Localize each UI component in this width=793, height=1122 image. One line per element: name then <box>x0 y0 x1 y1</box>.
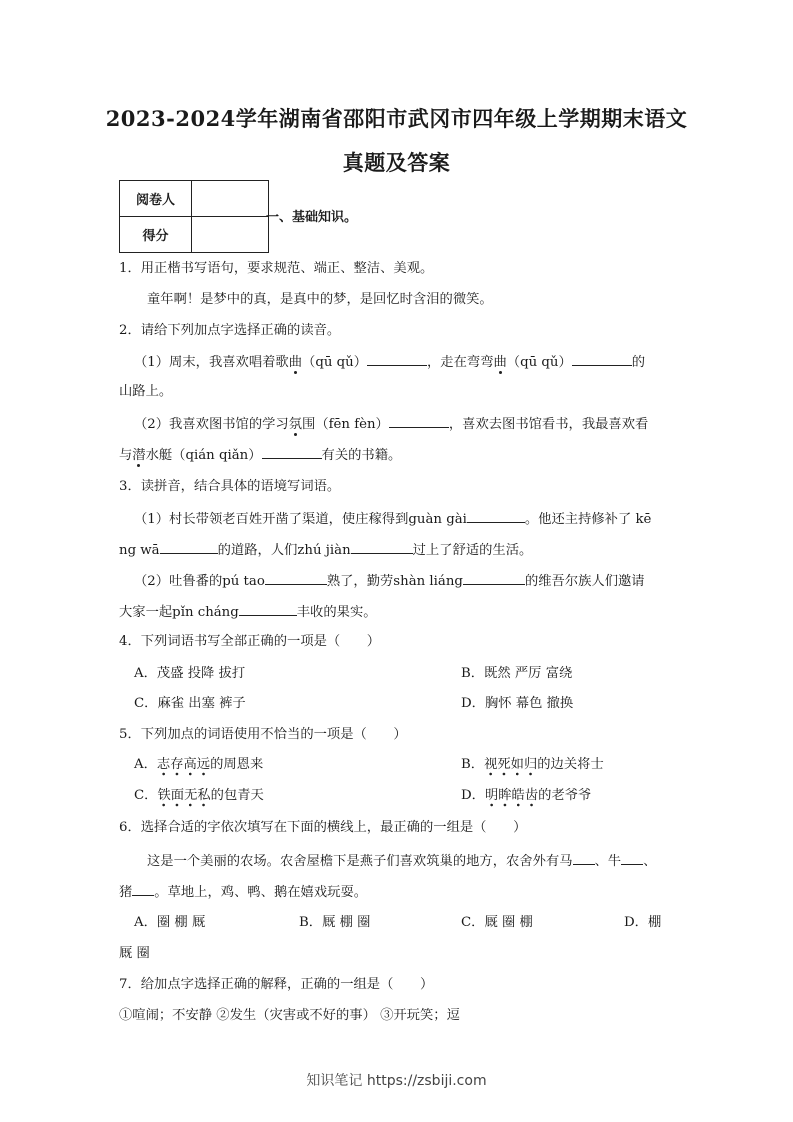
q4-option-a[interactable]: A．茂盛 投降 拔打 <box>134 666 246 681</box>
q4-option-d[interactable]: D．胸怀 幕色 撤换 <box>461 696 574 711</box>
answer-blank[interactable] <box>467 508 525 523</box>
q1-text: 童年啊！是梦中的真，是真中的梦，是回忆时含泪的微笑。 <box>147 292 493 307</box>
q5-option-c[interactable] <box>134 786 264 806</box>
q4-stem: 4．下列词语书写全部正确的一项是（ ） <box>119 634 381 649</box>
q3-l4a: 大家一起pǐn cháng <box>119 605 239 620</box>
q3-l2a: ng wā <box>119 543 160 558</box>
answer-blank[interactable] <box>572 351 632 366</box>
q6-line2 <box>119 881 367 903</box>
answer-blank[interactable] <box>132 881 154 896</box>
q5-stem: 5．下列加点的词语使用不恰当的一项是（ ） <box>119 727 407 742</box>
q6-l2b: 。草地上，鸡、鸭、鹅在嬉戏玩耍。 <box>154 885 368 900</box>
footer-watermark: 知识笔记 https://zsbiji.com <box>306 1073 487 1089</box>
q6-option-d[interactable]: D．棚 <box>624 915 662 930</box>
q5-a-prefix: A． <box>134 757 157 772</box>
answer-blank[interactable] <box>265 570 327 585</box>
q2-dot-char: 氛 <box>288 417 303 432</box>
q2-l4a: 与 <box>119 448 133 463</box>
score-cell[interactable] <box>192 217 269 253</box>
q2-line3 <box>134 413 648 435</box>
q5-option-a[interactable] <box>134 755 263 775</box>
q1-stem: 1．用正楷书写语句，要求规范、端正、整洁、美观。 <box>119 261 434 276</box>
q5-option-b[interactable] <box>461 755 604 775</box>
answer-blank[interactable] <box>262 444 322 459</box>
q3-l4b: 丰收的果实。 <box>296 605 377 620</box>
reviewer-label: 阅卷人 <box>120 181 192 217</box>
q3-line1 <box>134 508 651 530</box>
q2-l1e: 的 <box>631 355 646 370</box>
q3-line3 <box>134 570 645 592</box>
q2-dot-char: 潜 <box>132 448 146 463</box>
q3-l1a: （1）村长带领老百姓开凿了渠道，使庄稼得到guàn gài <box>134 512 467 527</box>
answer-blank[interactable] <box>621 850 643 865</box>
q6-l1b: 、牛 <box>594 854 622 869</box>
answer-blank[interactable] <box>351 539 413 554</box>
q3-l2c: 过上了舒适的生活。 <box>412 543 533 558</box>
q6-line1 <box>147 850 656 872</box>
answer-blank[interactable] <box>239 601 297 616</box>
q6-l1c: 、 <box>643 854 657 869</box>
q3-l2b: 的道路，人们zhú jiàn <box>217 543 351 558</box>
q6-option-c[interactable]: C．厩 圈 棚 <box>461 915 533 930</box>
q5-c-suffix: 的包青天 <box>210 788 264 803</box>
q3-stem: 3．读拼音，结合具体的语境写词语。 <box>119 479 341 494</box>
q2-dot-char: 曲 <box>288 355 303 370</box>
q2-line4 <box>119 444 401 466</box>
q3-line2 <box>119 539 532 561</box>
q5-a-suffix: 的周恩来 <box>210 757 264 772</box>
q5-a-dotted: 志存高远 <box>157 757 210 776</box>
q3-l3c: 的维吾尔族人们邀请 <box>524 574 645 589</box>
q2-line2: 山路上。 <box>119 384 173 399</box>
q2-l3b: 围（fēn fèn） <box>302 417 389 432</box>
q5-c-dotted: 铁面无私 <box>157 788 210 807</box>
answer-blank[interactable] <box>160 539 218 554</box>
answer-blank[interactable] <box>463 570 525 585</box>
answer-blank[interactable] <box>389 413 449 428</box>
q2-l4c: 有关的书籍。 <box>321 448 402 463</box>
q7-options: ①喧闹；不安静 ②发生（灾害或不好的事） ③开玩笑；逗 <box>119 1008 460 1023</box>
q7-stem: 7．给加点字选择正确的解释，正确的一组是（ ） <box>119 977 434 992</box>
q5-c-prefix: C． <box>134 788 158 803</box>
document-title-line2: 真题及答案 <box>342 150 451 175</box>
q3-l3a: （2）吐鲁番的pú tao <box>134 574 265 589</box>
q2-l1b: （qū qǔ） <box>302 355 368 370</box>
q5-d-dotted: 明眸皓齿 <box>485 788 538 807</box>
q4-option-c[interactable]: C．麻雀 出塞 裤子 <box>134 696 246 711</box>
q2-l4b: 水艇（qián qiǎn） <box>145 448 262 463</box>
q3-line4 <box>119 601 377 623</box>
document-title-line1: 2023-2024学年湖南省邵阳市武冈市四年级上学期期末语文 <box>105 106 688 131</box>
q2-l1d: （qū qǔ） <box>506 355 572 370</box>
q2-l3a: （2）我喜欢图书馆的学习 <box>134 417 289 432</box>
q2-l3c: ，喜欢去图书馆看书，我最喜欢看 <box>448 417 649 432</box>
q2-l1c: ，走在弯弯 <box>427 355 494 370</box>
q3-l3b: 熟了，勤劳shàn liáng <box>326 574 463 589</box>
q3-l1b: 。他还主持修补了 kē <box>524 512 652 527</box>
answer-blank[interactable] <box>573 850 595 865</box>
q2-l1a: （1）周末，我喜欢唱着歌 <box>134 355 289 370</box>
reviewer-cell[interactable] <box>192 181 269 217</box>
answer-blank[interactable] <box>367 351 427 366</box>
q5-d-suffix: 的老爷爷 <box>538 788 592 803</box>
q6-option-d-cont[interactable]: 厩 圈 <box>119 946 150 961</box>
q6-option-a[interactable]: A．圈 棚 厩 <box>134 915 206 930</box>
q4-option-b[interactable]: B．既然 严厉 富绕 <box>461 666 573 681</box>
q6-stem: 6．选择合适的字依次填写在下面的横线上，最正确的一组是（ ） <box>119 820 527 835</box>
q6-l1a: 这是一个美丽的农场。农舍屋檐下是燕子们喜欢筑巢的地方，农舍外有马 <box>147 854 573 869</box>
score-table <box>119 180 269 253</box>
q5-b-dotted: 视死如归 <box>484 757 537 776</box>
q2-line1 <box>134 351 645 373</box>
q2-stem: 2．请给下列加点字选择正确的读音。 <box>119 323 341 338</box>
q5-option-d[interactable] <box>461 786 591 806</box>
q6-option-b[interactable]: B．厩 棚 圈 <box>299 915 371 930</box>
q5-b-suffix: 的边关将士 <box>537 757 604 772</box>
q5-d-prefix: D． <box>461 788 485 803</box>
score-label: 得分 <box>120 217 192 253</box>
section-heading: 一、基础知识。 <box>266 210 358 225</box>
q2-dot-char: 曲 <box>493 355 507 370</box>
q5-b-prefix: B． <box>461 757 485 772</box>
q6-l2a: 猪 <box>119 885 133 900</box>
